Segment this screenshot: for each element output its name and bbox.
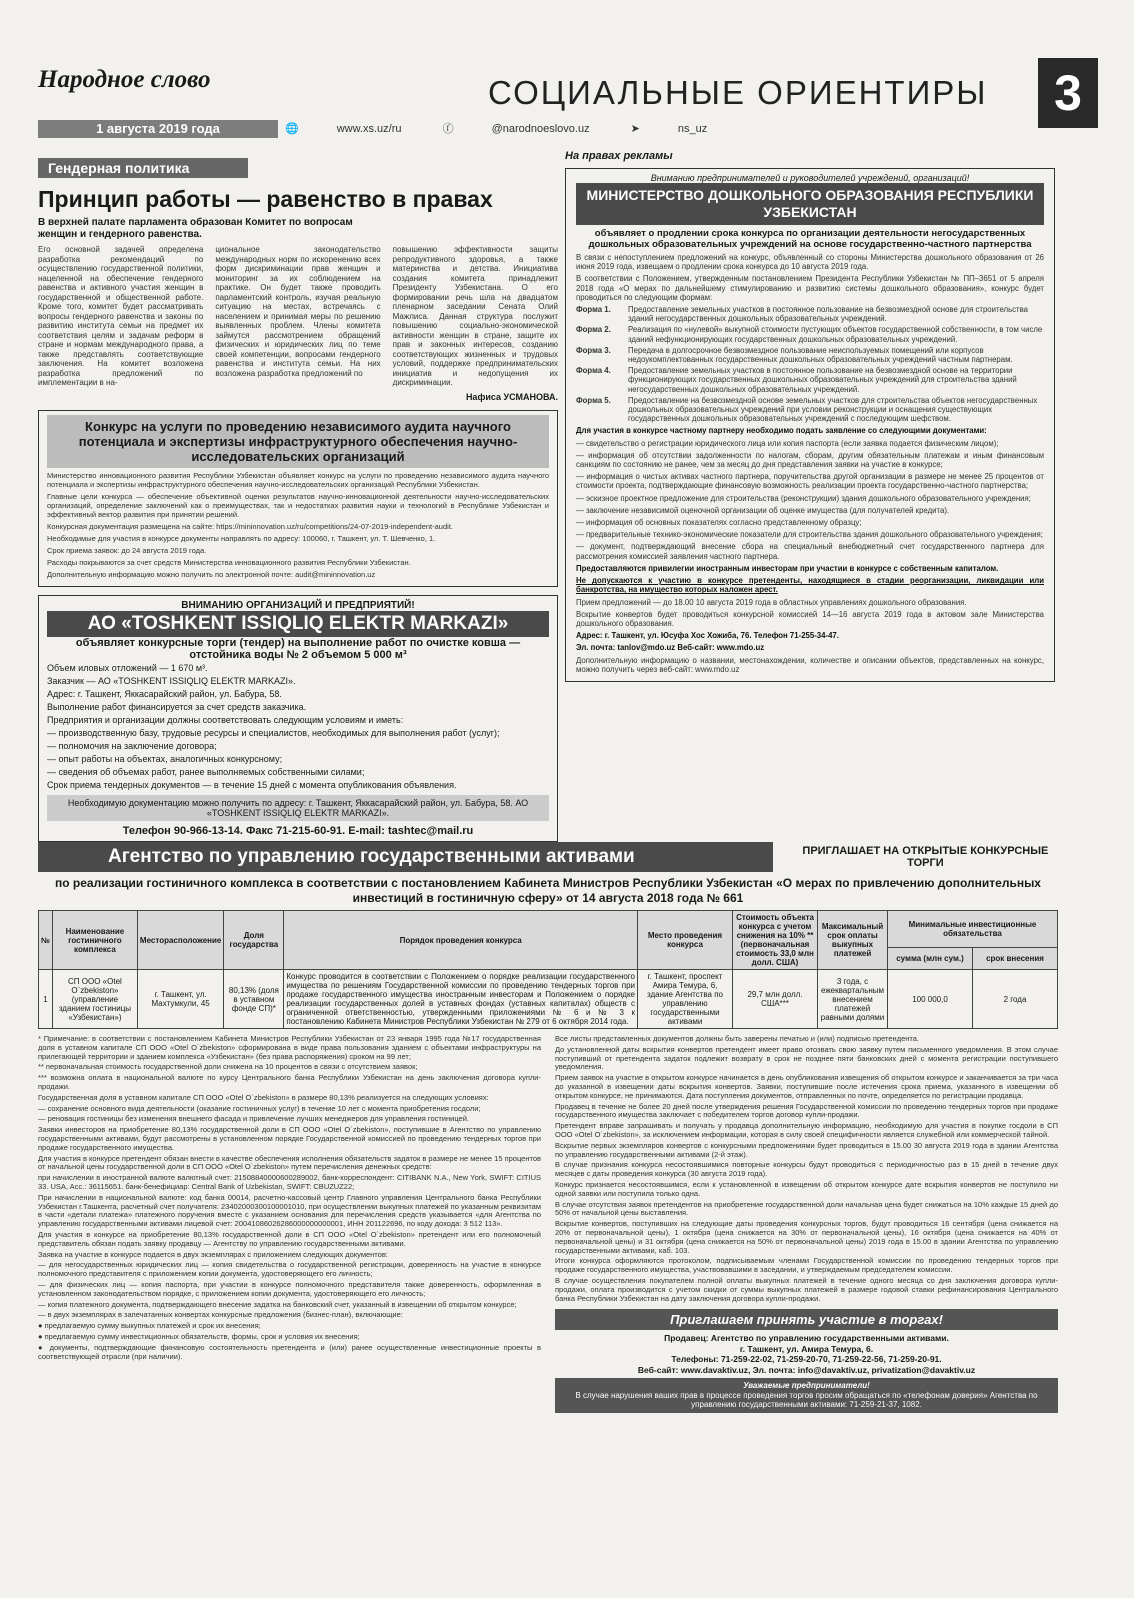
tender-header	[47, 600, 549, 661]
agency-paragraph: До установленной даты вскрытия конвертов претендент имеет право отозвать свою заявку путем письменного уведомления. В этом случае поступивший от претендента задаток подлежит возврату в срок не позднее пяти банковских дней с момента регистрации поступившего уведомления.	[555, 1044, 1058, 1072]
ministry-p4: Предоставляются привилегии иностранным инвесторам при участии в конкурсе с собственным капиталом.	[576, 563, 999, 573]
ministry-address: Адрес: г. Ташкент, ул. Юсуфа Хос Хожиба, 76. Телефон 71-255-34-47.	[576, 631, 839, 641]
ministry-doc: — заключение независимой оценочной организации об оценке имущества (для получателей кредита).	[576, 505, 950, 515]
agency-notice	[555, 1378, 1058, 1413]
agency-header	[38, 842, 1058, 872]
ministry-announcement	[565, 168, 1055, 682]
tender-line: Заказчик — АО «TOSHKENT ISSIQLIQ ELEKTR MARKAZI».	[47, 675, 296, 686]
agency-paragraph: Конкурс признается несостоявшимся, если к установленной в извещении об открытом конкурсе дате вскрытия конвертов не поступило ни одной заявки или поступила только одна.	[555, 1179, 1058, 1198]
ministry-doc: — свидетельство о регистрации юридического лица или копия паспорта (если заявка подается физическим лицом);	[576, 438, 999, 448]
tender-line: Срок приема тендерных документов — в течение 15 дней с момента опубликования объявления.	[47, 779, 457, 790]
tender-line: Объем иловых отложений — 1 670 м³.	[47, 662, 208, 673]
notice-text: В случае нарушения ваших прав в процессе проведения торгов просим обращаться по «телефонам доверия» Агентства по управлению государственными активами: 71-259-21-37, 1082.	[575, 1390, 1038, 1410]
section-title: СОЦИАЛЬНЫЕ ОРИЕНТИРЫ	[488, 74, 988, 111]
agency-paragraph: *** возможна оплата в национальной валюте по курсу Центрального банка Республики Узбекистан на день заключения договора купли-продажи.	[38, 1073, 541, 1091]
cell: 29,7 млн долл. США***	[733, 970, 818, 1029]
agency-paragraph: — для негосударственных юридических лиц — копия свидетельства о государственной регистрации, доверенность на участие в конкурсе полномочного представителя с приложением копии документа, удостоверяющего его личность;	[38, 1260, 541, 1279]
agency-text	[38, 1033, 1058, 1413]
issue-date: 1 августа 2019 года	[38, 120, 278, 138]
ministry-forms	[576, 305, 1044, 423]
article-col-1: Его основной задачей определена разработка рекомендаций по осуществлению государственной политики, нацеленной на обеспечение гендерного равенства и активного участия женщин в государственной и общественной работе. Кроме того, комитет будет рассматривать вопросы гендерного равенства и законы по развитию института семьи на предмет их соответствия целям и задачам реформ в стране и нормам международного права, а также представлять соответствующие заключения. На комитет возложена разработка предложений по имплементации в на-	[38, 245, 204, 387]
ministry-doc: — эскизное проектное предложение для строительства (реконструкции) здания дошкольного образовательного учреждения;	[576, 493, 1031, 503]
tender-line: — полномочия на заключение договора;	[47, 740, 217, 751]
agency-announcement	[38, 842, 1058, 1413]
tender-line: Адрес: г. Ташкент, Яккасарайский район, ул. Бабура, 58.	[47, 688, 282, 699]
ministry-p2: В соответствии с Положением, утвержденным постановлением Президента Республики Узбекистан № ПП–3651 от 5 апреля 2018 года «О мерах по дальнейшему стимулированию и развитию системы дошкольного образования», конкурс будет проводиться по следующим формам:	[576, 274, 1044, 302]
agency-paragraph: В случае отсутствия заявок претендентов на приобретение государственной доли начальная цена будет снижаться на 10% каждые 15 дней до 50% от начальной цены выставления.	[555, 1199, 1058, 1218]
cell: 2 года	[973, 970, 1058, 1029]
ministry-p3: Для участия в конкурсе частному партнеру необходимо подать заявление со следующими документами:	[576, 426, 987, 436]
agency-paragraph: ● документы, подтверждающие финансовую состоятельность претендента и (или) ранее осуществленные инвестиционные проекты в соответствующей отрасли (при наличии).	[38, 1342, 541, 1361]
form-text: Предоставление на безвозмездной основе земельных участков для строительства объектов негосударственных дошкольных образовательных учреждений при условии реконструкции и оснащения существующих государственных дошкольных образовательных учреждений с последующим шефством.	[628, 395, 1038, 424]
agency-invite-head: ПРИГЛАШАЕТ НА ОТКРЫТЫЕ КОНКУРСНЫЕ ТОРГИ	[802, 845, 1049, 869]
agency-paragraph: — сохранение основного вида деятельности (оказание гостиничных услуг) в течение 10 лет с момента приобретения госдоли;	[38, 1103, 481, 1113]
ministry-doc: — документ, подтверждающий внесение сбора на специальный внебюджетный счет государственного партнера для рассмотрения комиссией заявления частного партнера.	[576, 542, 1044, 561]
ministry-p7: Вскрытие конвертов будет проводиться конкурсной комиссией 14—16 августа 2019 года в актовом зале Министерства дошкольного образования.	[576, 609, 1044, 628]
article-rubric: Гендерная политика	[38, 158, 248, 178]
col-venue: Место проведения конкурса	[638, 911, 733, 970]
contact-line: Продавец: Агентство по управлению государственными активами.	[664, 1333, 949, 1344]
agency-paragraph: При начислении в национальной валюте: код банка 00014, расчетно-кассовый центр Главного управления Центрального банка Республики Узбекистан г.Ташкента, расчетный счет получателя: 23402000300100001010, при осуществлении выкупных платежей по указанным реквизитам в части «детали платежа» платежного поручения вместе с указанием основания для перечисления средств указывается «для Агентства по управлению государственными активами лицевой счет: 20041086026286000000000001, ИНН 201122696, по коду дохода: 3 512 113».	[38, 1192, 541, 1229]
col-name: Наименование гостиничного комплекса	[52, 911, 137, 970]
facebook-link[interactable]: @narodnoeslovo.uz	[491, 123, 590, 135]
col-cost: Стоимость объекта конкурса с учетом снижения на 10% ** (первоначальная стоимость 33,0 млн долл. США)	[733, 911, 818, 970]
article-lead: В верхней палате парламента образован Комитет по вопросам женщин и гендерного равенства.	[38, 217, 353, 240]
agency-paragraph: — реновация гостиницы без изменения внешнего фасада и привлечение лучших менеджеров для управления гостиницей.	[38, 1114, 469, 1124]
tender-phone: Телефон 90-966-13-14. Факс 71-215-60-91. E-mail: tashtec@mail.ru	[122, 824, 474, 837]
ministry-doc: — информация о чистых активах частного партнера, поручительства другой организации в размере не менее 25 процентов от стоимости проекта, подтверждающие финансовую возможность реализации проекта государственно-частного партнерства;	[576, 472, 1044, 491]
agency-paragraph: Итоги конкурса оформляются протоколом, подписываемым членами Государственной комиссии по проведению тендерных торгов при продаже государственного имущества, участвовавшими в заседании, и утверждаемым председателем комиссии.	[555, 1256, 1058, 1275]
tender-line: — сведения об объемах работ, ранее выполняемых собственными силами;	[47, 766, 365, 777]
agency-paragraph: Заявки инвесторов на приобретение 80,13% государственной доли в СП ООО «Otel O`zbekiston», поступившие в Агентство по управлению государственными активами, будут рассмотрены в установленном порядке Государственной комиссией по проведению тендерных торгов при продаже государственного имущества.	[38, 1125, 541, 1152]
tender-subtitle: объявляет конкурсные торги (тендер) на выполнение работ по очистке ковша — отстойника воды № 2 объемом 5 000 м³	[75, 636, 521, 661]
cell: 3 года, с ежеквартальным внесением платежей равными долями	[818, 970, 888, 1029]
col-location: Месторасположение	[137, 911, 223, 970]
table-header-row	[39, 911, 1058, 948]
tender-line: Выполнение работ финансируется за счет средств заказчика.	[47, 701, 307, 712]
notice-head: Уважаемые предприниматели!	[743, 1381, 870, 1391]
agency-paragraph: Прием заявок на участие в открытом конкурсе начинается в день опубликования извещения об открытом конкурсе и заканчивается за три часа до указанной в извещении даты вскрытия конвертов. Заявки, поступившие после истечения срока приема, указанного в извещении об открытом конкурсе, не принимаются. Дата поступления документов, отправленных по почте, определяется по регистрации продавца.	[555, 1073, 1058, 1100]
masthead	[38, 58, 1098, 120]
cell: г. Ташкент, ул. Махтумкули, 45	[137, 970, 223, 1029]
audit-announcement	[38, 410, 558, 587]
form-text: Передача в долгосрочное безвозмездное пользование неиспользуемых помещений или корпусов недоукомплектованных государственных дошкольных образовательных учреждений частным партнерам.	[628, 345, 1013, 365]
cell: 1	[39, 970, 53, 1029]
agency-title: Агентство по управлению государственными активами	[38, 842, 773, 872]
ministry-title: МИНИСТЕРСТВО ДОШКОЛЬНОГО ОБРАЗОВАНИЯ РЕСПУБЛИКИ УЗБЕКИСТАН	[576, 183, 1044, 225]
col-share: Доля государства	[224, 911, 284, 970]
agency-paragraph: В случае признания конкурса несостоявшимися повторные конкурсы будут проводиться с периодичностью раз в 15 дней в течение двух месяцев с даты проведения конкурса (30 августа 2019 года).	[555, 1160, 1058, 1179]
cell: г. Ташкент, проспект Амира Темура, 6, здание Агентства по управлению государственными активами	[638, 970, 733, 1029]
cell: 100 000,0	[888, 970, 973, 1029]
agency-subtitle: по реализации гостиничного комплекса в соответствии с постановлением Кабинета Министров Республики Узбекистан «О мерах по привлечению дополнительных инвестиций в гостиничную сферу» от 14 августа 2018 года № 661	[55, 876, 1041, 905]
article-col-3: повышению эффективности защиты репродуктивного здоровья, а также материнства и детства. Инициатива создания комитета принадлежит Президенту Узбекистана. О его формировании речь шла на двадцатом пленарном заседании Сената Олий Мажлиса. Данная структура послужит повышению социально-экономической активности женщин в стране, защите их прав и законных интересов, созданию соответствующих жизненных и трудовых условий, поддержке предпринимательских инициатив и недопущения их дискриминации.	[392, 245, 558, 387]
form-label: Форма 5.	[576, 395, 611, 405]
agency-right-text	[555, 1035, 1058, 1303]
agency-paragraph: — копия платежного документа, подтверждающего внесение задатка на банковский счет, указанный в извещении об открытом конкурсе;	[38, 1299, 517, 1309]
audit-p3: Конкурсная документация размещена на сайте: https://mininnovation.uz/ru/competitions/24-07-2019-independent-audit.	[47, 521, 453, 531]
cell: 80,13% (доля в уставном фонде СП)*	[224, 970, 284, 1029]
contact-line: Телефоны: 71-259-22-02, 71-259-20-70, 71-259-22-56, 71-259-20-91.	[671, 1354, 942, 1365]
ministry-p1: В связи с непоступлением предложений на конкурс, объявленный со стороны Министерства дошкольного образования от 26 июня 2019 года, извещаем о продлении срока конкурса до 10 августа 2019 года.	[576, 253, 1044, 272]
telegram-link[interactable]: ns_uz	[677, 123, 708, 135]
agency-paragraph: * Примечание: в соответствии с постановлением Кабинета Министров Республики Узбекистан от 23 января 1995 года №17 государственная доля в уставном капитале СП ООО «Otel O`zbekiston» сформирована в виде права пользования зданием с объектами инфраструктуры на прилегающей территории и зданием комплекса «Узбекистан» (без права распоряжения) сроком на 99 лет;	[38, 1034, 541, 1061]
audit-p6: Расходы покрываются за счет средств Министерства инновационного развития Республики Узбекистан.	[47, 557, 411, 567]
ministry-doc: — информация об отсутствии задолженности по налогам, сборам, другим обязательным платежам и иным финансовым санкциям по состоянию не ранее, чем за месяц до дня представления заявки на участие в конкурсе;	[576, 450, 1044, 470]
tender-docs-note: Необходимую документацию можно получить по адресу: г. Ташкент, Яккасарайский район, ул. Бабура, 58. АО «TOSHKENT ISSIQLIQ ELEKTR MARKAZI».	[47, 795, 549, 821]
form-text: Предоставление земельных участков в постоянное пользование на безвозмездной основе на территории функционирующих государственных дошкольных образовательных учреждений для строительства зданий негосударственных дошкольных образовательных учреждений.	[628, 366, 1017, 394]
ministry-email: Эл. почта: tanlov@mdo.uz Веб-сайт: www.mdo.uz	[576, 643, 765, 653]
col-sum: сумма (млн сум.)	[888, 947, 973, 969]
agency-paragraph: Заявка на участие в конкурсе подается в двух экземплярах с приложением следующих документов:	[38, 1249, 388, 1259]
agency-paragraph: Все листы представленных документов должны быть заверены печатью и (или) подписью претендента.	[555, 1034, 919, 1043]
agency-contacts	[555, 1333, 1058, 1375]
ministry-p6: Прием предложений — до 18.00 10 августа 2019 года в областных управлениях дошкольного образования.	[576, 597, 967, 607]
col-procedure: Порядок проведения конкурса	[284, 911, 638, 970]
col-deadline: срок внесения	[973, 947, 1058, 969]
telegram-icon: ➤	[630, 123, 640, 135]
tender-line: — производственную базу, трудовые ресурсы и специалистов, необходимых для выполнения работ (услуг);	[47, 727, 500, 738]
col-term: Максимальный срок оплаты выкупных платежей	[818, 911, 888, 970]
paper-name: Народное слово	[38, 66, 211, 93]
agency-paragraph: Продавец в течение не более 20 дней после утверждения решения Государственной комиссии по проведению тендерных торгов при продаже государственного имущества заключает с победителем торгов договор купли-продажи.	[555, 1101, 1058, 1120]
table-row	[39, 970, 1058, 1029]
audit-p1: Министерство инновационного развития Республики Узбекистан объявляет конкурс на услуги по проведению независимого аудита научного потенциала и экспертизы инфраструктурного обеспечения научно-исследовательских организаций Республики Узбекистан.	[47, 470, 549, 489]
globe-icon: 🌐	[285, 123, 299, 135]
audit-p4: Необходимые для участия в конкурсе документы направлять по адресу: 100060, г. Ташкент, ул. Т. Шевченко, 1.	[47, 533, 436, 543]
tender-announcement	[38, 595, 558, 842]
right-column	[565, 150, 1055, 682]
ministry-p5: Не допускаются к участию в конкурсе претенденты, находящиеся в стадии реорганизации, ликвидации или банкротства, на имущество которых наложен арест.	[576, 576, 1044, 595]
agency-right-column	[555, 1033, 1058, 1413]
tender-line: — опыт работы на объектах, аналогичных конкурсному;	[47, 753, 283, 764]
audit-p5: Срок приема заявок: до 24 августа 2019 года.	[47, 545, 207, 555]
tender-attention: ВНИМАНИЮ ОРГАНИЗАЦИЙ И ПРЕДПРИЯТИЙ!	[181, 599, 415, 611]
agency-paragraph: при начислении в иностранной валюте валютный счет: 21508840000600289002, банк-корреспондент: CITIBANK N.A., New York, SWIFT: CITIUS 33. USA, Acc.: 36115651. банк-бенефициар: Central Bank of Uzbekistan, SWIFT: CBUZUZ22;	[38, 1173, 541, 1191]
article-body	[38, 245, 558, 388]
form-text: Реализация по «нулевой» выкупной стоимости пустующих объектов государственной собственности, в том числе зданий нефункционирующих государственных дошкольных образовательных учреждений.	[628, 325, 1043, 344]
agency-paragraph: ● предлагаемую сумму инвестиционных обязательств, формы, срок и условия их внесения;	[38, 1331, 360, 1341]
ministry-note: Вниманию предпринимателей и руководителей учреждений, организаций!	[650, 173, 970, 183]
form-label: Форма 2.	[576, 325, 611, 335]
ministry-doc: — предварительные технико-экономические показатели для строительства здания дошкольного образовательного учреждения;	[576, 530, 1043, 540]
form-label: Форма 1.	[576, 305, 611, 315]
agency-paragraph: Для участия в конкурсе на приобретение 80,13% государственной доли в СП ООО «Otel O`zbekiston» претендент или его полномочный представитель обязан подать заявку продавцу — Агентству по управлению государственными активами.	[38, 1229, 541, 1248]
tender-line: Предприятия и организации должны соответствовать следующим условиям и иметь:	[47, 714, 404, 725]
col-min-obligations: Минимальные инвестиционные обязательства	[888, 911, 1058, 948]
form-text: Предоставление земельных участков в постоянное пользование на безвозмездной основе для строительства зданий негосударственных дошкольных образовательных учреждений.	[628, 305, 1029, 324]
agency-paragraph: Вскрытие конвертов, поступивших на следующие даты проведения конкурсных торгов, будут проводиться 16 сентября (цена снижается на 20% от первоначальной цены), 1 октября (цена снижается на 30% от первоначальной цены), 16 октября (цена снижается на 40% от первоначальной цены) и 31 октября (цена снижается на 50% от первоначальной цены) 2019 года в 15.00 в здании Агентства по управлению государственными активами, каб. 103.	[555, 1219, 1058, 1255]
hotel-table	[38, 910, 1058, 1029]
left-column	[38, 158, 558, 842]
contact-line: Веб-сайт: www.davaktiv.uz, Эл. почта: info@davaktiv.uz, privatization@davaktiv.uz	[637, 1364, 976, 1375]
agency-paragraph: — в двух экземплярах в запечатанных конвертах конкурсные предложения (бизнес-план), включающие:	[38, 1310, 403, 1320]
article-author: Нафиса УСМАНОВА.	[465, 391, 558, 402]
website-link[interactable]: www.xs.uz/ru	[336, 123, 402, 135]
cell: Конкурс проводится в соответствии с Положением о порядке реализации государственного имущества по решениям Государственной комиссии по проведению тендерных торгов при продаже государственного имущества иностранным инвесторам и Положением о порядке реализации государственных долей в уставных фондах (уставных капиталах) обществ с ограниченной ответственностью, утвержденными приложениями № 6 и № 3 к постановлению Кабинета Министров Республики Узбекистан № 279 от 6 октября 2014 года.	[284, 970, 638, 1029]
facebook-icon: ⓕ	[442, 123, 454, 135]
audit-p7: Дополнительную информацию можно получить по электронной почте: audit@mininnovation.uz	[47, 569, 376, 579]
ministry-p8: Дополнительную информацию о названии, местонахождении, количестве и описании объектов, представленных на конкурс, можно получить через веб-сайт: www.mdo.uz	[576, 655, 1044, 674]
audit-title: Конкурс на услуги по проведению независимого аудита научного потенциала и экспертизы инфраструктурного обеспечения научно-исследовательских организаций	[47, 415, 549, 468]
agency-paragraph: Вскрытие первых экземпляров конвертов с конкурсными предложениями будет проводиться в 15.00 30 августа 2019 года в здании Агентства по управлению государственными активами (2-й этаж).	[555, 1140, 1058, 1159]
agency-paragraph: ** первоначальная стоимость государственной доли снижена на 10 процентов в связи с отсутствием заявок;	[38, 1062, 418, 1072]
ministry-subtitle: объявляет о продлении срока конкурса по организации деятельности негосударственных дошкольных образовательных учреждений на основе государственно-частного партнерства	[588, 228, 1032, 250]
agency-paragraph: — для физических лиц — копия паспорта, при участии в конкурсе полномочного представителя также доверенность, оформленная в установленном законодательством порядке, с приложением копии документа, удостоверяющего его личность;	[38, 1279, 541, 1298]
ministry-doc: — информация об основных показателях согласно представленному образцу;	[576, 518, 862, 528]
agency-paragraph: Для участия в конкурсе претендент обязан внести в качестве обеспечения исполнения обязательств задаток в размере не менее 15 процентов от начальной цены государственной доли в СП ООО «Otel O`zbekiston» путем перечисления денежных средств:	[38, 1153, 542, 1172]
article-headline: Принцип работы — равенство в правах	[38, 186, 493, 212]
contact-line: г. Ташкент, ул. Амира Темура, 6.	[739, 1343, 874, 1354]
agency-paragraph: Претендент вправе запрашивать и получать у продавца дополнительную информацию, необходимую для участия в покупке госдоли в СП ООО «Otel O`zbekiston», за исключением информации, которая в силу своей специфичности является служебной или коммерческой тайной.	[555, 1121, 1058, 1139]
form-label: Форма 4.	[576, 366, 611, 376]
audit-p2: Главные цели конкурса — обеспечение объективной оценки результатов научно-инновационной деятельности научно-исследовательских организаций, определение заключений как о преимуществах, так и недостатках развития науки и технологий в Республике Узбекистан и эффективный вектор развития при принятии решений.	[47, 491, 549, 519]
advertising-tag: На правах рекламы	[565, 150, 673, 162]
agency-paragraph: Государственная доля в уставном капитале СП ООО «Otel O`zbekiston» в размере 80,13% реализуется на следующих условиях:	[38, 1092, 489, 1102]
page-number: 3	[1038, 58, 1098, 128]
agency-paragraph: В случае осуществления покупателем полной оплаты выкупных платежей в течение одного месяца со дня заключения договора купли-продажи, оплата производится с учетом скидки от суммы выкупных платежей в размере годовой ставки рефинансирования Центрального банка Республики Узбекистан на дату заключения договора купли-продажи.	[555, 1275, 1058, 1303]
article-col-2: циональное законодательство международных норм по искоренению всех форм дискриминации прав женщин и мониторинг за их соблюдением на практике. Он будет также проводить парламентский контроль, изучая реальную ситуацию на местах, встречаясь с населением и принимая меры по решению выявленных проблем. Члены комитета займутся рассмотрением обращений физических и юридических лиц по теме своей компетенции, вопросами гендерного равенства и института семьи. На них возложена разработка предложений по	[215, 245, 381, 378]
form-label: Форма 3.	[576, 345, 611, 355]
cell: СП ООО «Otel O`zbekiston» (управление зданием гостиницы «Узбекистан»)	[52, 970, 137, 1029]
col-number: №	[39, 911, 53, 970]
agency-paragraph: ● предлагаемую сумму выкупных платежей и срок их внесения;	[38, 1321, 261, 1331]
agency-left-column	[38, 1033, 541, 1413]
agency-invite: Приглашаем принять участие в торгах!	[555, 1309, 1058, 1330]
tender-company: АО «TOSHKENT ISSIQLIQ ELEKTR MARKAZI»	[47, 611, 549, 637]
masthead-links	[285, 120, 745, 136]
